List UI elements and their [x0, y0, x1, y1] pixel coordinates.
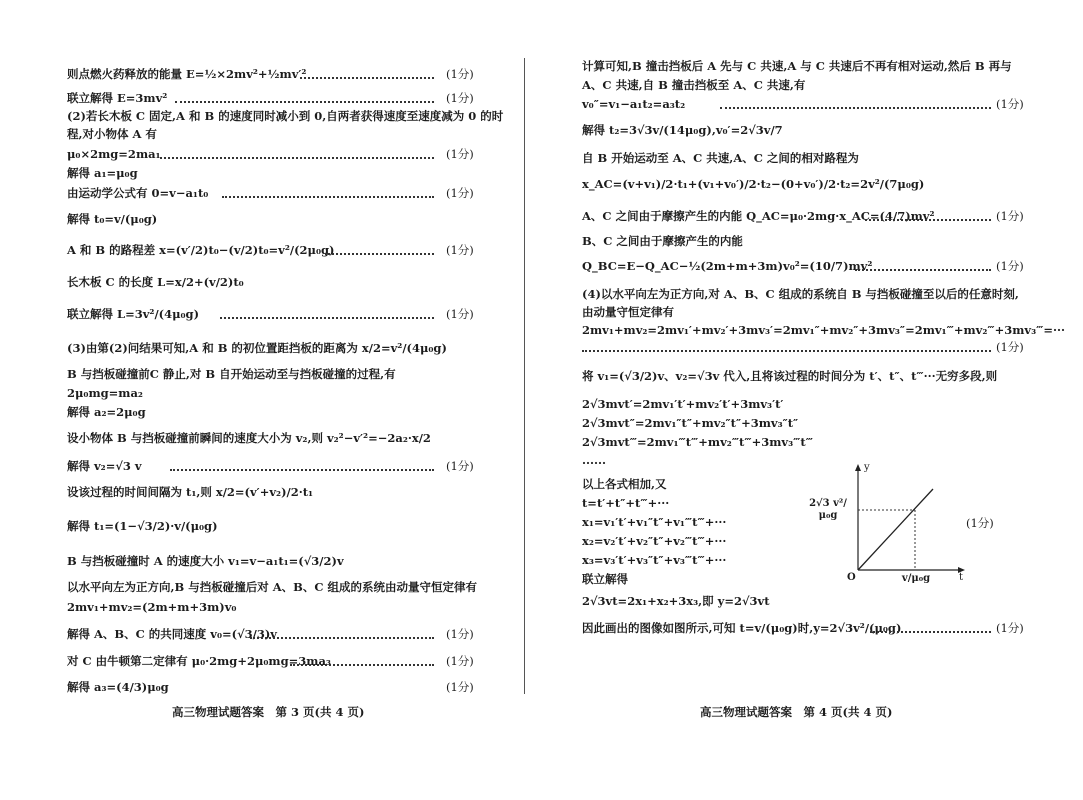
page-footer: 高三物理试题答案 第 3 页(共 4 页) [172, 705, 365, 719]
dot-leader [855, 269, 991, 271]
text-line: 联立解得 E=3mv² [67, 91, 168, 105]
dot-leader [870, 631, 991, 633]
text-line: 2μ₀mg=ma₂ [67, 386, 143, 400]
text-line: 长木板 C 的长度 L=x/2+(v/2)t₀ [67, 275, 244, 289]
score-mark: (1分) [966, 516, 994, 530]
dot-leader [720, 107, 991, 109]
dot-leader [300, 77, 434, 79]
text-line: A、C 共速,自 B 撞击挡板至 A、C 共速,有 [582, 78, 806, 92]
text-line: (3)由第(2)问结果可知,A 和 B 的初位置距挡板的距离为 x/2=v²/(4μ₀g) [67, 341, 447, 355]
dot-leader [222, 196, 434, 198]
y-axis-arrow-icon [855, 464, 861, 471]
text-line: (4)以水平向左为正方向,对 A、B、C 组成的系统自 B 与挡板碰撞至以后的任意时刻, [582, 287, 1019, 301]
text-line: 解得 a₂=2μ₀g [67, 405, 146, 419]
text-line: 设小物体 B 与挡板碰撞前瞬间的速度大小为 v₂,则 v₂²−v′²=−2a₂·x/2 [67, 431, 431, 445]
text-line: t=t′+t″+t‴+··· [582, 496, 670, 510]
score-mark: (1分) [446, 654, 474, 668]
text-line: 解得 a₁=μ₀g [67, 166, 138, 180]
text-line: B 与挡板碰撞前C 静止,对 B 自开始运动至与挡板碰撞的过程,有 [67, 367, 396, 381]
y-mark-label: 2√3 v²/μ₀g [809, 498, 847, 521]
dot-leader [865, 219, 991, 221]
text-line: 2√3mvt‴=2mv₁‴t‴+mv₂‴t‴+3mv₃‴t‴ [582, 435, 813, 449]
text-line: x₁=v₁′t′+v₁″t″+v₁‴t‴+··· [582, 515, 727, 529]
page-footer: 高三物理试题答案 第 4 页(共 4 页) [700, 705, 893, 719]
text-line: 以水平向左为正方向,B 与挡板碰撞后对 A、B、C 组成的系统由动量守恒定律有 [67, 580, 478, 594]
text-line: 解得 t₂=3√3v/(14μ₀g),v₀′=2√3v/7 [582, 123, 783, 137]
answer-page-3 [0, 0, 522, 800]
text-line: 以上各式相加,又 [582, 477, 667, 491]
text-line: 2√3vt=2x₁+x₂+3x₃,即 y=2√3vt [582, 594, 770, 608]
text-line: 解得 A、B、C 的共同速度 v₀=(√3/3)v [67, 627, 277, 641]
score-mark: (1分) [446, 147, 474, 161]
text-line: x₂=v₂′t′+v₂″t″+v₂‴t‴+··· [582, 534, 727, 548]
score-mark: (1分) [996, 259, 1024, 273]
text-line: 由运动学公式有 0=v−a₁t₀ [67, 186, 209, 200]
text-line: 计算可知,B 撞击挡板后 A 先与 C 共速,A 与 C 共速后不再有相对运动,然后 B 再与 [582, 59, 1012, 73]
text-line: 2√3mvt′=2mv₁′t′+mv₂′t′+3mv₃′t′ [582, 397, 784, 411]
text-line: 解得 v₂=√3 v [67, 459, 142, 473]
text-line: 自 B 开始运动至 A、C 共速,A、C 之间的相对路程为 [582, 151, 859, 165]
score-mark: (1分) [996, 97, 1024, 111]
dot-leader [170, 469, 434, 471]
text-line: x_AC=(v+v₁)/2·t₁+(v₁+v₀′)/2·t₂−(0+v₀′)/2·t₂=2v²/(7μ₀g) [582, 177, 925, 191]
text-line: B、C 之间由于摩擦产生的内能 [582, 234, 743, 248]
text-line: v₀″=v₁−a₁t₂=a₃t₂ [582, 97, 686, 111]
score-mark: (1分) [446, 459, 474, 473]
text-line: 2mv₁+mv₂=2mv₁′+mv₂′+3mv₃′=2mv₁″+mv₂″+3mv₃″=2mv₁‴+mv₂‴+3mv₃‴=··· [582, 323, 1066, 337]
text-line: Q_BC=E−Q_AC−½(2m+m+3m)v₀²=(10/7)mv² [582, 259, 873, 273]
graph-canvas [801, 462, 971, 587]
dot-leader [250, 637, 434, 639]
text-line: 2√3mvt″=2mv₁″t″+mv₂″t″+3mv₃″t″ [582, 416, 799, 430]
text-line: 因此画出的图像如图所示,可知 t=v/(μ₀g)时,y=2√3v²/(μ₀g) [582, 621, 902, 635]
score-mark: (1分) [446, 627, 474, 641]
text-line: 联立解得 [582, 572, 628, 586]
text-line: x₃=v₃′t′+v₃″t″+v₃‴t‴+··· [582, 553, 727, 567]
dot-leader [290, 664, 434, 666]
text-line: μ₀×2mg=2ma₁ [67, 147, 161, 161]
text-line: 联立解得 L=3v²/(4μ₀g) [67, 307, 200, 321]
score-mark: (1分) [446, 91, 474, 105]
score-mark: (1分) [446, 680, 474, 694]
page-divider [524, 58, 525, 694]
score-mark: (1分) [446, 67, 474, 81]
dot-leader [582, 350, 991, 352]
y-axis-label: y [864, 462, 870, 473]
text-line: 解得 a₃=(4/3)μ₀g [67, 680, 169, 694]
text-line: 解得 t₁=(1−√3/2)·v/(μ₀g) [67, 519, 218, 533]
dot-leader [175, 101, 434, 103]
text-line: 由动量守恒定律有 [582, 305, 674, 319]
dot-leader [160, 157, 434, 159]
text-line: B 与挡板碰撞时 A 的速度大小 v₁=v−a₁t₁=(√3/2)v [67, 554, 344, 568]
score-mark: (1分) [446, 243, 474, 257]
x-axis-label: t [959, 572, 964, 583]
text-line: A 和 B 的路程差 x=(v′/2)t₀−(v/2)t₀=v²/(2μ₀g) [67, 243, 335, 257]
text-line: A、C 之间由于摩擦产生的内能 Q_AC=μ₀·2mg·x_AC=(4/7)mv² [582, 209, 935, 223]
text-line: 则点燃火药释放的能量 E=½×2mv²+½mv′² [67, 67, 307, 81]
origin-label: O [847, 572, 856, 583]
y-t-graph [801, 462, 971, 587]
score-mark: (1分) [996, 209, 1024, 223]
answer-page-4 [530, 0, 1083, 800]
score-mark: (1分) [446, 307, 474, 321]
text-line: 对 C 由牛顿第二定律有 μ₀·2mg+2μ₀mg=3ma₃ [67, 654, 331, 668]
graph-line [858, 489, 933, 570]
score-mark: (1分) [996, 621, 1024, 635]
text-line: ······ [582, 456, 607, 470]
text-line: 设该过程的时间间隔为 t₁,则 x/2=(v′+v₂)/2·t₁ [67, 485, 314, 499]
dot-leader [325, 253, 434, 255]
text-line: 2mv₁+mv₂=(2m+m+3m)v₀ [67, 600, 237, 614]
score-mark: (1分) [996, 340, 1024, 354]
text-line: 程,对小物体 A 有 [67, 127, 157, 141]
text-line: 将 v₁=(√3/2)v、v₂=√3v 代入,且将该过程的时间分为 t′、t″、t‴···无穷多段,则 [582, 369, 998, 383]
score-mark: (1分) [446, 186, 474, 200]
x-mark-label: v/μ₀g [901, 573, 931, 584]
text-line: (2)若长木板 C 固定,A 和 B 的速度同时减小到 0,自两者获得速度至速度减为 0 的时 [67, 109, 504, 123]
dot-leader [220, 317, 434, 319]
text-line: 解得 t₀=v/(μ₀g) [67, 212, 158, 226]
